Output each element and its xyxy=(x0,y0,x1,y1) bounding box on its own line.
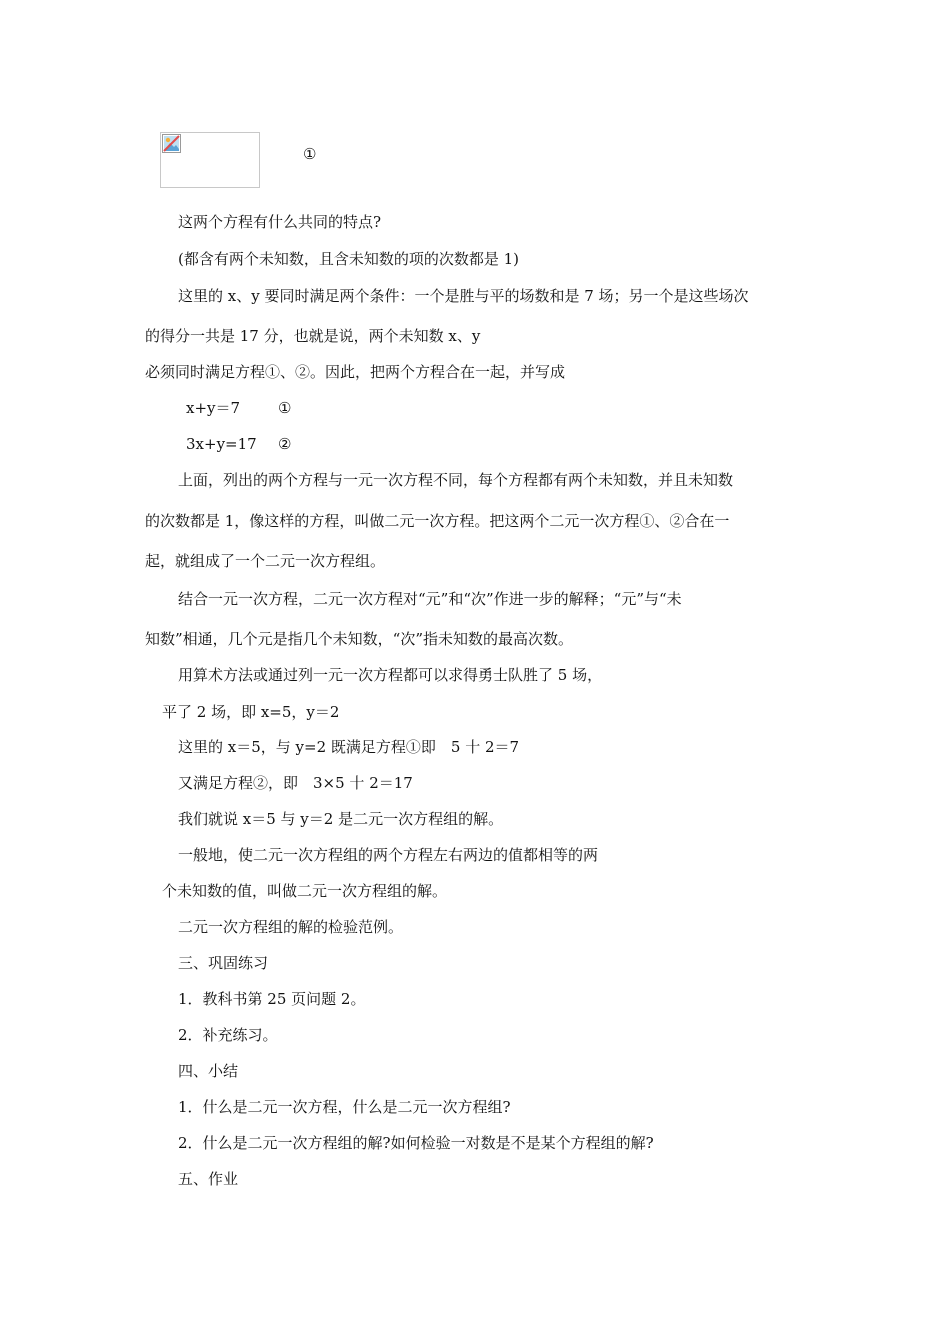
text-line: 的次数都是 1，像这样的方程，叫做二元一次方程。把这两个二元一次方程①、②合在一 xyxy=(145,512,730,530)
section-heading: 四、小结 xyxy=(178,1062,239,1080)
list-item: 2．补充练习。 xyxy=(178,1026,278,1044)
equation-marker-1: ① xyxy=(278,399,292,417)
text-line: 用算术方法或通过列一元一次方程都可以求得勇士队胜了 5 场， xyxy=(178,666,603,684)
list-item: 1．教科书第 25 页问题 2。 xyxy=(178,990,366,1008)
text-line: 我们就说 x＝5 与 y＝2 是二元一次方程组的解。 xyxy=(178,810,504,828)
text-line: 个未知数的值，叫做二元一次方程组的解。 xyxy=(162,882,448,900)
equation-2: 3x+y=17 xyxy=(186,435,257,453)
text-line: 的得分一共是 17 分，也就是说，两个未知数 x、y xyxy=(145,327,481,345)
embedded-image-placeholder xyxy=(160,132,260,188)
equation-marker-2: ② xyxy=(278,435,292,453)
text-line: 这里的 x＝5，与 y=2 既满足方程①即 5 十 2＝7 xyxy=(178,738,520,756)
text-line: 二元一次方程组的解的检验范例。 xyxy=(178,918,404,936)
equation-marker-1: ① xyxy=(303,145,317,163)
text-line: 知数”相通，几个元是指几个未知数，“次”指未知数的最高次数。 xyxy=(145,630,574,648)
equation-1: x+y＝7 xyxy=(186,399,241,417)
section-heading: 三、巩固练习 xyxy=(178,954,269,972)
text-line: 这两个方程有什么共同的特点? xyxy=(178,213,382,231)
list-item: 1．什么是二元一次方程，什么是二元一次方程组? xyxy=(178,1098,511,1116)
text-line: 又满足方程②，即 3×5 十 2＝17 xyxy=(178,774,413,792)
text-line: 起，就组成了一个二元一次方程组。 xyxy=(145,552,386,570)
text-line: 结合一元一次方程，二元一次方程对“元”和“次”作进一步的解释；“元”与“未 xyxy=(178,590,682,608)
text-line: 上面，列出的两个方程与一元一次方程不同，每个方程都有两个未知数，并且未知数 xyxy=(178,471,734,489)
text-line: (都含有两个未知数，且含未知数的项的次数都是 1) xyxy=(178,250,520,268)
section-heading: 五、作业 xyxy=(178,1170,239,1188)
text-line: 平了 2 场，即 x=5，y＝2 xyxy=(162,703,340,721)
text-line: 这里的 x、y 要同时满足两个条件：一个是胜与平的场数和是 7 场；另一个是这些场次 xyxy=(178,287,749,305)
broken-image-icon xyxy=(162,134,181,153)
text-line: 必须同时满足方程①、②。因此，把两个方程合在一起，并写成 xyxy=(145,363,566,381)
list-item: 2．什么是二元一次方程组的解?如何检验一对数是不是某个方程组的解? xyxy=(178,1134,654,1152)
text-line: 一般地，使二元一次方程组的两个方程左右两边的值都相等的两 xyxy=(178,846,599,864)
